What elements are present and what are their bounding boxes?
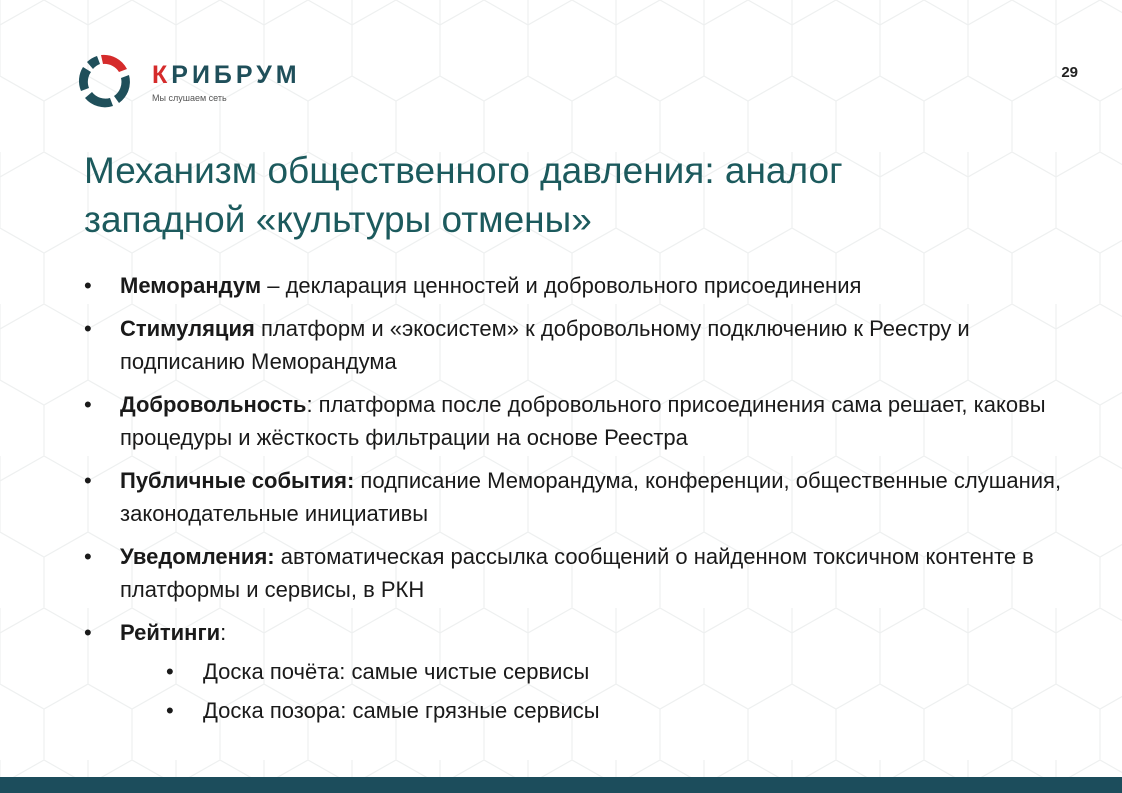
bullet-lead: Меморандум (120, 273, 262, 298)
bullet-lead: Добровольность (120, 392, 307, 417)
sub-bullet-item (120, 655, 1064, 688)
bullet-text: : (220, 620, 227, 645)
bullet-item (84, 312, 1064, 378)
slide-title-line-1: Механизм общественного давления: аналог (84, 150, 843, 191)
slide-title-line-2: западной «культуры отмены» (84, 199, 592, 240)
brand-name-rest: РИБРУМ (171, 61, 301, 89)
bullet-text: – декларация ценностей и добровольного присоединения (261, 273, 862, 298)
sub-bullet-text: Доска позора: самые грязные сервисы (203, 698, 600, 723)
sub-bullet-dot: • (166, 659, 174, 684)
bullet-text: : платформа после добровольного присоединения сама решает, каковы процедуры и жёсткость фильтрации на основе Реестра (120, 392, 1046, 450)
page-number: 29 (1061, 64, 1078, 81)
bullet-lead: Уведомления: (120, 544, 275, 569)
brand-name-first-letter: К (152, 61, 172, 89)
bullet-dot: • (84, 544, 92, 569)
bullet-text: автоматическая рассылка сообщений о найденном токсичном контенте в платформы и сервисы, в РКН (120, 544, 1034, 602)
slide-title (84, 146, 1044, 244)
sub-bullet-text: Доска почёта: самые чистые сервисы (203, 659, 590, 684)
bullet-item (84, 269, 1064, 302)
bullet-item (84, 464, 1064, 530)
bullet-list (84, 269, 1064, 737)
bullet-text: платформ и «экосистем» к добровольному подключению к Реестру и подписанию Меморандума (120, 316, 970, 374)
bullet-item (84, 388, 1064, 454)
kribrum-logo-mark-icon (74, 50, 136, 112)
bullet-item (84, 616, 1064, 727)
bullet-lead: Стимуляция (120, 316, 255, 341)
bullet-text: подписание Меморандума, конференции, общественные слушания, законодательные инициативы (120, 468, 1062, 526)
brand-name (152, 61, 301, 90)
bullet-lead: Рейтинги (120, 620, 221, 645)
bullet-item (84, 540, 1064, 606)
bullet-dot: • (84, 392, 92, 417)
sub-bullet-dot: • (166, 698, 174, 723)
bullet-dot: • (84, 273, 92, 298)
bullet-dot: • (84, 468, 92, 493)
bullet-dot: • (84, 316, 92, 341)
footer-bar (0, 777, 1122, 793)
sub-bullet-item (120, 694, 1064, 727)
brand-tagline: Мы слушаем сеть (152, 93, 227, 103)
bullet-lead: Публичные события: (120, 468, 355, 493)
kribrum-logo (74, 50, 314, 114)
bullet-dot: • (84, 620, 92, 645)
